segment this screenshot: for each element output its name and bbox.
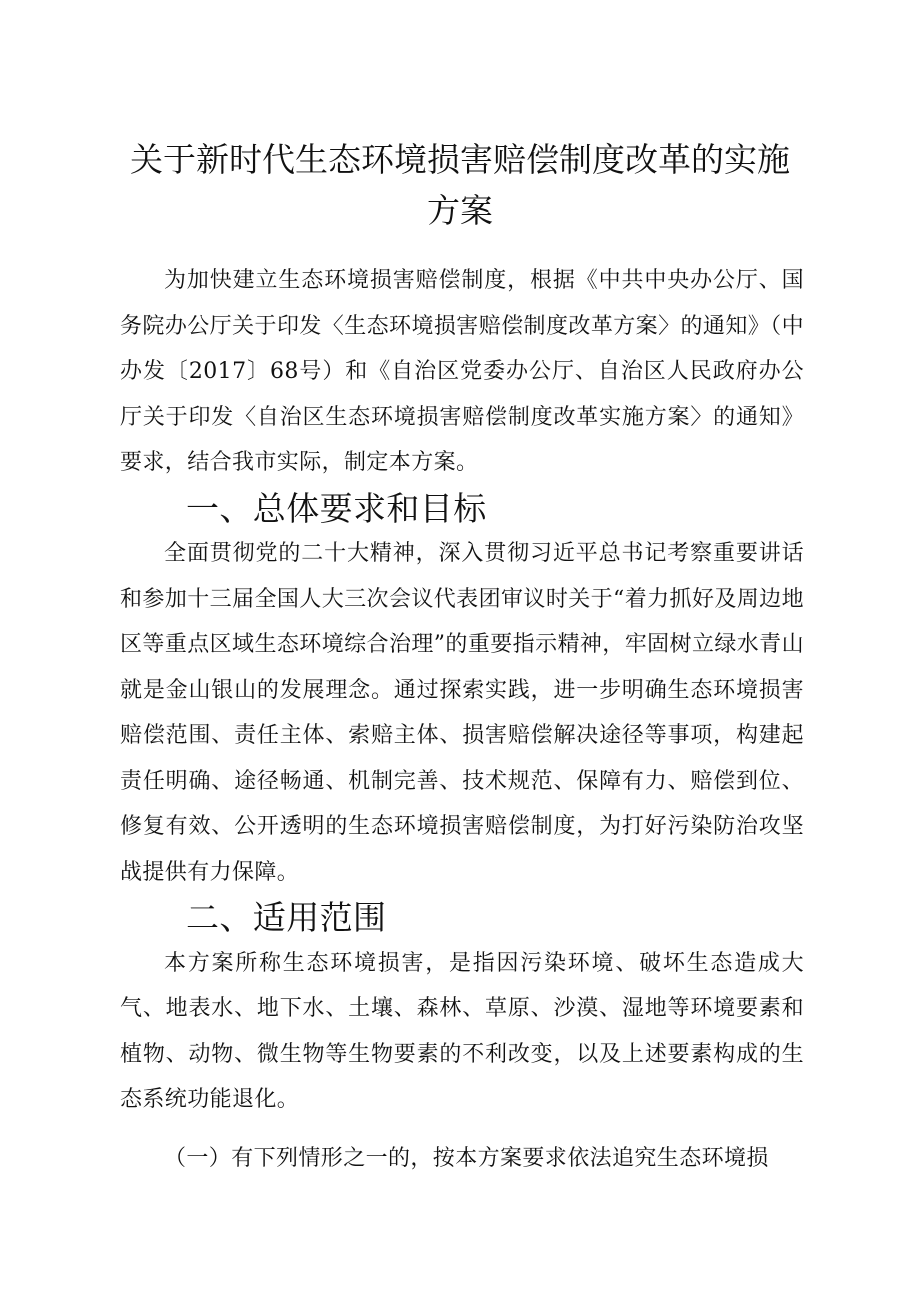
paragraph-spacer <box>120 1123 804 1136</box>
subsection-1-paragraph: （一）有下列情形之一的，按本方案要求依法追究生态环境损 <box>164 1145 769 1171</box>
section-2-paragraph: 本方案所称生态环境损害，是指因污染环境、破坏生态造成大气、地表水、地下水、土壤、森林、草原、沙漠、湿地等环境要素和植物、动物、微生物等生物要素的不利改变，以及上述要素构成的生态系统功能退化。 <box>120 950 804 1112</box>
intro-paragraph: 为加快建立生态环境损害赔偿制度，根据《中共中央办公厅、国务院办公厅关于印发〈生态环境损害赔偿制度改革方案〉的通知》（中办发〔2017〕68号）和《自治区党委办公厅、自治区人民政府办公厅关于印发〈自治区生态环境损害赔偿制度改革实施方案〉的通知》要求，结合我市实际，制定本方案。 <box>120 268 804 475</box>
section-1-heading: 一、总体要求和目标 <box>186 488 487 528</box>
document-body <box>120 258 804 1181</box>
document-title-line-1: 关于新时代生态环境损害赔偿制度改革的实施 <box>130 140 790 179</box>
document-title-line-2: 方案 <box>427 191 493 230</box>
section-2-heading: 二、适用范围 <box>186 898 387 937</box>
section-1-paragraph: 全面贯彻党的二十大精神，深入贯彻习近平总书记考察重要讲话和参加十三届全国人大三次会议代表团审议时关于“着力抓好及周边地区等重点区域生态环境综合治理”的重要指示精神，牢固树立绿水青山就是金山银山的发展理念。通过探索实践，进一步明确生态环境损害赔偿范围、责任主体、索赔主体、损害赔偿解决途径等事项，构建起责任明确、途径畅通、机制完善、技术规范、保障有力、赔偿到位、修复有效、公开透明的生态环境损害赔偿制度，为打好污染防治攻坚战提供有力保障。 <box>120 541 804 885</box>
